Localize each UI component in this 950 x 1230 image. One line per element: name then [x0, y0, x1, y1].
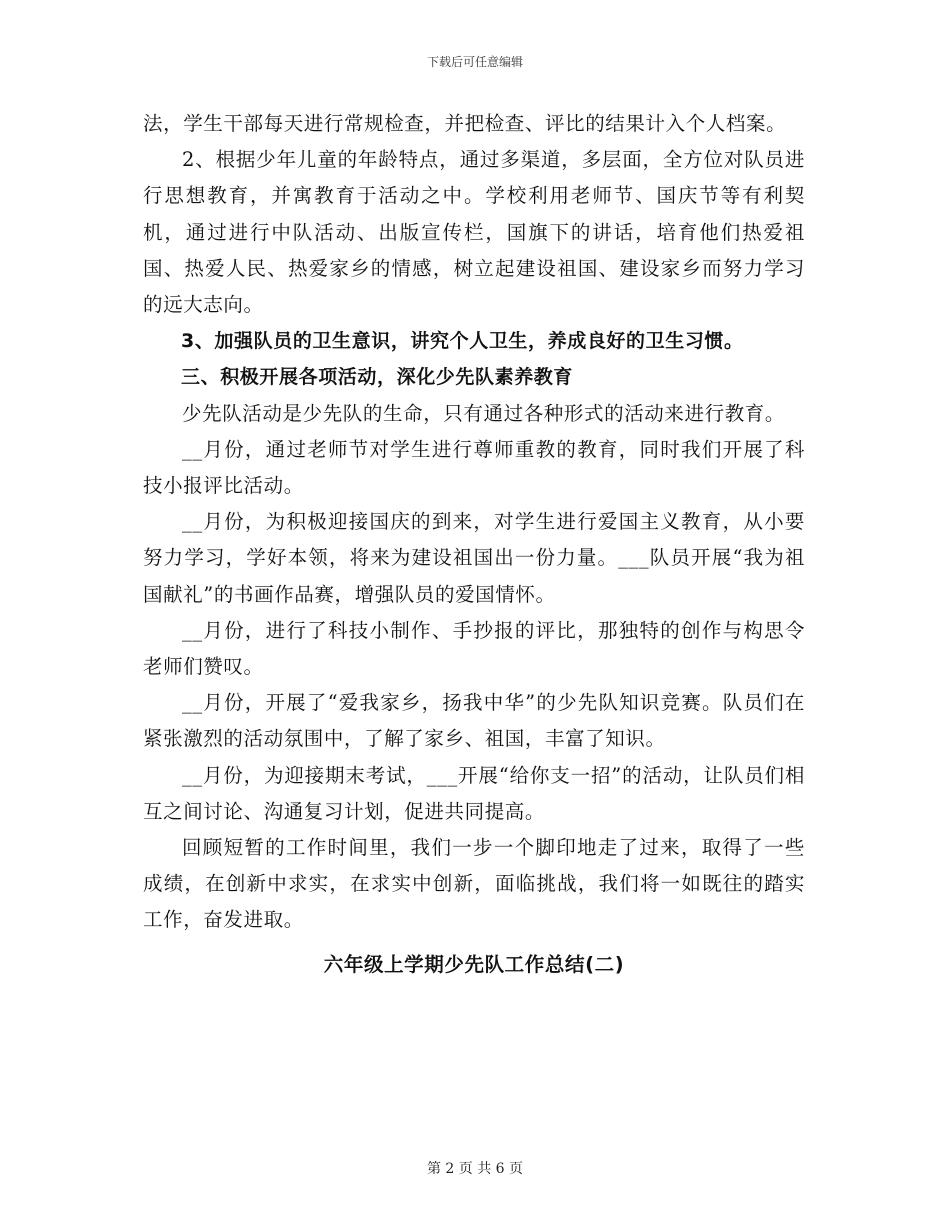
paragraph-item-2: 2、根据少年儿童的年龄特点，通过多渠道，多层面，全方位对队员进行思想教育，并寓教育于活动之中。学校利用老师节、国庆节等有利契机，通过进行中队活动、出版宣传栏，国旗下的讲话，培育他们热爱祖国、热爱人民、热爱家乡的情感，树立起建设祖国、建设家乡而努力学习的远大志向。	[143, 148, 805, 317]
paragraph-continuation: 法，学生干部每天进行常规检查，并把检查、评比的结果计入个人档案。	[143, 112, 787, 135]
page-header-note: 下载后可任意编辑	[426, 55, 523, 69]
section-heading-3: 三、积极开展各项活动，深化少先队素养教育	[181, 366, 574, 389]
paragraph-month-5: __月份，为迎接期末考试，___开展“给你支一招”的活动，让队员们相互之间讨论、沟通复习计划，促进共同提高。	[143, 763, 805, 823]
paragraph-month-3: __月份，进行了科技小制作、手抄报的评比，那独特的创作与构思令老师们赞叹。	[143, 618, 805, 679]
paragraph-month-4: __月份，开展了“爱我家乡，扬我中华”的少先队知识竞赛。队员们在紧张激烈的活动氛围中，了解了家乡、祖国，丰富了知识。	[143, 691, 805, 751]
paragraph-conclusion: 回顾短暂的工作时间里，我们一步一个脚印地走了过来，取得了一些成绩，在创新中求实，在求实中创新，面临挑战，我们将一如既往的踏实工作，奋发进取。	[143, 836, 805, 932]
document-title-2: 六年级上学期少先队工作总结(二)	[323, 952, 625, 976]
paragraph-intro: 少先队活动是少先队的生命，只有通过各种形式的活动来进行教育。	[182, 401, 786, 425]
paragraph-item-3: 3、加强队员的卫生意识，讲究个人卫生，养成良好的卫生习惯。	[181, 330, 744, 353]
paragraph-month-2: __月份，为积极迎接国庆的到来，对学生进行爱国主义教育，从小要努力学习，学好本领，将来为建设祖国出一份力量。___队员开展“我为祖国献礼”的书画作品赛，增强队员的爱国情怀。	[143, 510, 805, 606]
paragraph-month-1: __月份，通过老师节对学生进行尊师重教的教育，同时我们开展了科技小报评比活动。	[143, 437, 805, 498]
page-number: 第 2 页 共 6 页	[426, 1161, 524, 1177]
document-body	[143, 106, 805, 983]
